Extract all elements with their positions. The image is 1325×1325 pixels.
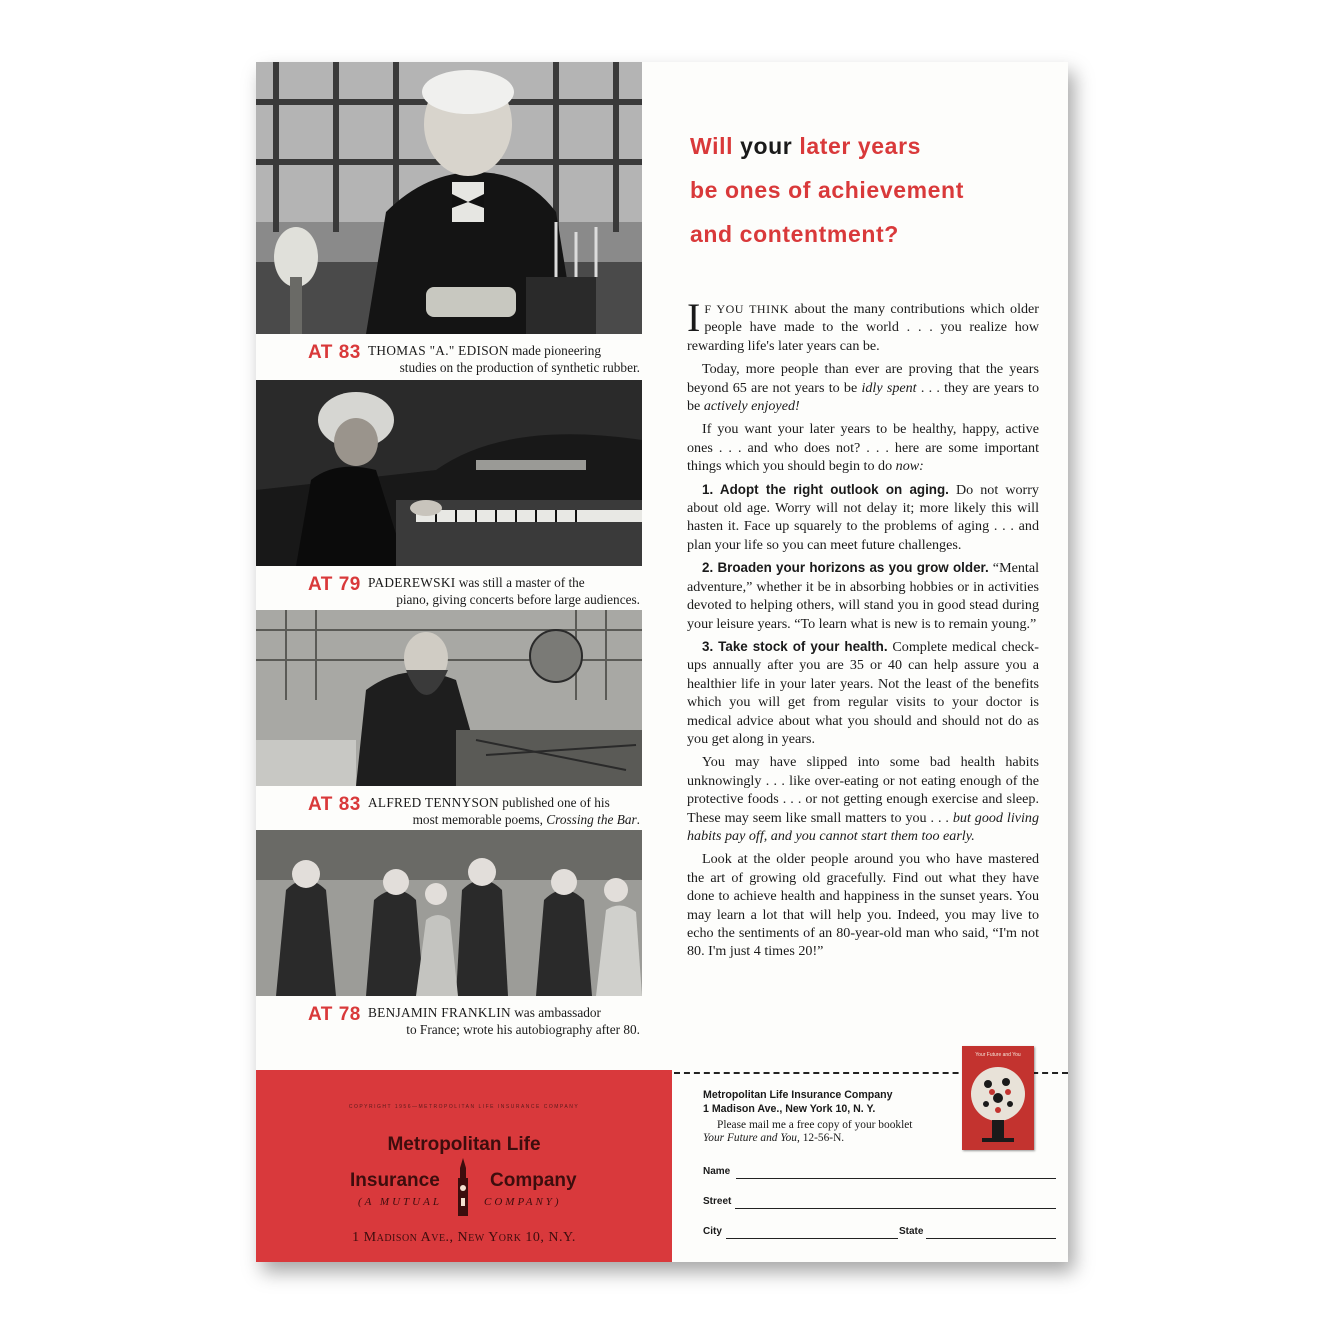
coupon-address: 1 Madison Ave., New York 10, N. Y. — [703, 1103, 876, 1115]
city-field[interactable] — [726, 1238, 898, 1239]
company-name-insurance: Insurance — [350, 1170, 440, 1191]
coupon-request: Please mail me a free copy of your booklet — [717, 1119, 913, 1131]
paragraph: If you want your later years to be healthy, happy, active ones . . . and who does not? . . . here are some important things which you should begin to do now: — [687, 421, 1039, 475]
coupon-booklet-name: Your Future and You, 12-56-N. — [703, 1132, 845, 1144]
caption-text: PADEREWSKI was still a master of the piano, giving concerts before large audiences. — [368, 575, 640, 607]
paragraph-closing: Look at the older people around you who have mastered the art of growing old gracefully. Find out what they have done to achieve health and happiness in the sunset years. You may learn a lot that will help you. Indeed, you may live to echo the sentiments of an 80-year-old man who said, “I'm not 80. I'm just 4 times 20!” — [687, 851, 1039, 960]
edison-caption — [256, 336, 642, 380]
coupon-company: Metropolitan Life Insurance Company — [703, 1089, 893, 1101]
mutual-label-company: COMPANY) — [484, 1196, 562, 1208]
caption-text: BENJAMIN FRANKLIN was ambassador to France; wrote his autobiography after 80. — [368, 1005, 640, 1037]
tip-1: 1. Adopt the right outlook on aging. Do not worry about old age. Worry will not delay it; more likely this will hasten it. Face up squarely to the problems of aging . . . and plan your life so you can meet future challenges. — [687, 481, 1039, 553]
mutual-label: (A MUTUAL — [358, 1196, 442, 1208]
caption-text: ALFRED TENNYSON published one of his most memorable poems, Crossing the Bar. — [368, 795, 640, 827]
franklin-caption — [256, 998, 642, 1042]
age-label: AT 78 — [308, 1004, 361, 1025]
state-label: State — [899, 1226, 924, 1237]
name-label: Name — [703, 1166, 731, 1177]
paragraph-intro: I F YOU THINK about the many contributions which older people have made to the world . . . you realize how rewarding life's later years can be. — [687, 295, 1039, 354]
age-label: AT 79 — [308, 574, 361, 595]
age-label: AT 83 — [308, 794, 361, 815]
paragraph: Today, more people than ever are proving that the years beyond 65 are not years to be idly spent . . . they are years to be actively enjoyed! — [687, 361, 1039, 415]
headline: Will your later years be ones of achievement and contentment? — [690, 133, 964, 247]
body-copy — [687, 295, 1039, 966]
paderewski-caption — [256, 568, 642, 612]
city-label: City — [703, 1226, 722, 1237]
paderewski-photo — [256, 380, 642, 566]
edison-photo — [256, 62, 642, 334]
company-signature-box — [256, 1070, 672, 1262]
tower-logo-icon — [454, 1158, 472, 1221]
age-label: AT 83 — [308, 342, 361, 363]
booklet-title: Your Future and You — [975, 1052, 1021, 1058]
tip-2: 2. Broaden your horizons as you grow older. “Mental adventure,” whether it be in absorbing hobbies or in activities devoted to helping others, will stand you in good stead during your leisure years. “To learn what is new is to remain young.” — [687, 560, 1039, 632]
state-field[interactable] — [926, 1238, 1056, 1239]
name-field[interactable] — [736, 1178, 1056, 1179]
tip-3: 3. Take stock of your health. Complete medical check-ups annually after you are 35 or 40 can help assure you a healthier life in your later years. Not the least of the benefits which you will get from regular visits to your doctor is medical advice about what you should and should not do as you get along in years. — [687, 638, 1039, 747]
copyright-line: COPYRIGHT 1956—METROPOLITAN LIFE INSURANCE COMPANY — [348, 1104, 580, 1110]
paragraph: You may have slipped into some bad health habits unknowingly . . . like over-eating or not eating enough of the protective foods . . . or not getting enough exercise and sleep. These may seem like small matters to you . . . but good living habits pay off, and you cannot start them too early. — [687, 754, 1039, 844]
tennyson-caption — [256, 788, 642, 832]
company-address: 1 Madison Ave., New York 10, N.Y. — [352, 1230, 576, 1245]
company-name-company: Company — [490, 1170, 577, 1191]
tennyson-illustration — [256, 610, 642, 786]
street-field[interactable] — [735, 1208, 1056, 1209]
advertisement-page — [256, 62, 1068, 1262]
company-name: Metropolitan Life — [387, 1134, 541, 1155]
street-label: Street — [703, 1196, 732, 1207]
caption-text: THOMAS "A." EDISON made pioneering studies on the production of synthetic rubber. — [368, 343, 640, 375]
coupon — [703, 1088, 1063, 1145]
franklin-illustration — [256, 830, 642, 996]
